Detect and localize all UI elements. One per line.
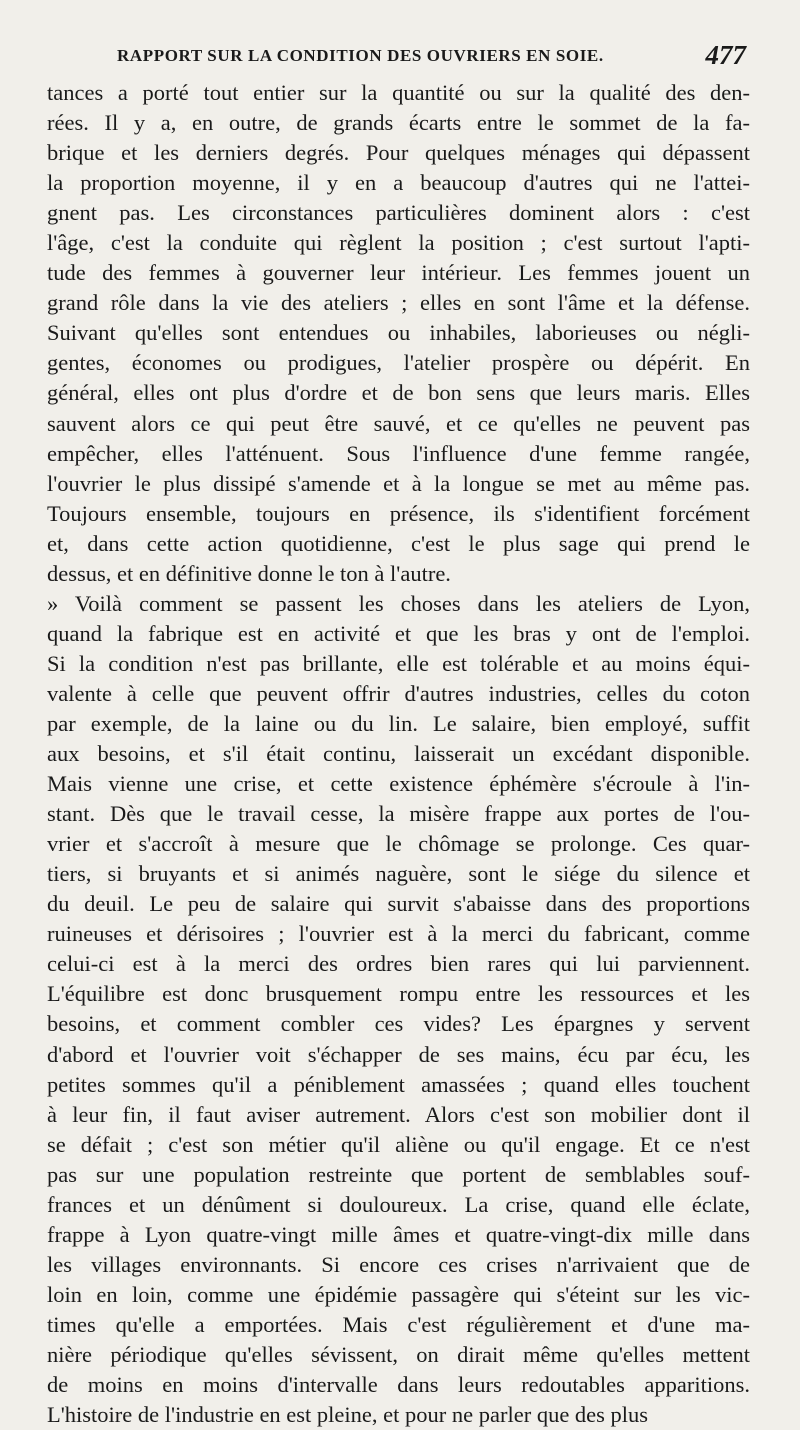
text-line: dessus, et en définitive donne le ton à l'autre. <box>47 560 451 586</box>
text-line: pas sur une population restreinte que portent de semblables souf- <box>47 1161 750 1187</box>
text-line: par exemple, de la laine ou du lin. Le salaire, bien employé, suffit <box>47 710 750 736</box>
paragraph <box>47 78 750 589</box>
text-line: tiers, si bruyants et si animés naguère, sont le siége du silence et <box>47 861 750 887</box>
text-line: gnent pas. Les circonstances particulières dominent alors : c'est <box>47 200 750 226</box>
text-line: brique et les derniers degrés. Pour quelques ménages qui dépassent <box>47 140 750 166</box>
text-line: du deuil. Le peu de salaire qui survit s'abaisse dans des proportions <box>47 891 750 917</box>
text-line: quand la fabrique est en activité et que les bras y ont de l'emploi. <box>47 620 750 646</box>
text-line: Suivant qu'elles sont entendues ou inhabiles, laborieuses ou négli- <box>47 320 750 346</box>
text-line: aux besoins, et s'il était continu, laisserait un excédant disponible. <box>47 741 750 767</box>
text-line: tances a porté tout entier sur la quantité ou sur la qualité des den- <box>47 80 750 105</box>
text-line: général, elles ont plus d'ordre et de bon sens que leurs maris. Elles <box>47 380 750 406</box>
text-line: loin en loin, comme une épidémie passagère qui s'éteint sur les vic- <box>47 1281 750 1307</box>
text-line: grand rôle dans la vie des ateliers ; elles en sont l'âme et la défense. <box>47 290 750 316</box>
body-text <box>47 78 750 1430</box>
text-line: besoins, et comment combler ces vides? Les épargnes y servent <box>47 1011 750 1037</box>
text-line: stant. Dès que le travail cesse, la misère frappe aux portes de l'ou- <box>47 801 750 827</box>
text-line: Si la condition n'est pas brillante, elle est tolérable et au moins équi- <box>47 650 750 676</box>
text-line: frances et un dénûment si douloureux. La crise, quand elle éclate, <box>47 1191 750 1217</box>
text-line: tude des femmes à gouverner leur intérieur. Les femmes jouent un <box>47 260 750 286</box>
text-line: Mais vienne une crise, et cette existence éphémère s'écroule à l'in- <box>47 771 750 797</box>
text-line: les villages environnants. Si encore ces crises n'arrivaient que de <box>47 1251 750 1277</box>
paragraph <box>47 589 750 1430</box>
text-line: empêcher, elles l'atténuent. Sous l'influence d'une femme rangée, <box>47 440 750 466</box>
text-line: rées. Il y a, en outre, de grands écarts entre le sommet de la fa- <box>47 110 750 136</box>
text-line: frappe à Lyon quatre-vingt mille âmes et quatre-vingt-dix mille dans <box>47 1221 750 1247</box>
text-line: la proportion moyenne, il y en a beaucoup d'autres qui ne l'attei- <box>47 170 750 196</box>
text-line: l'âge, c'est la conduite qui règlent la position ; c'est surtout l'apti- <box>47 230 750 256</box>
text-line: à leur fin, il faut aviser autrement. Alors c'est son mobilier dont il <box>47 1101 750 1127</box>
text-line: l'ouvrier le plus dissipé s'amende et à la longue se met au même pas. <box>47 470 750 496</box>
text-line: celui-ci est à la merci des ordres bien rares qui lui parviennent. <box>47 951 750 977</box>
text-line: vrier et s'accroît à mesure que le chômage se prolonge. Ces quar- <box>47 831 750 857</box>
text-line: L'équilibre est donc brusquement rompu entre les ressources et les <box>47 981 750 1007</box>
text-line: d'abord et l'ouvrier voit s'échapper de ses mains, écu par écu, les <box>47 1041 750 1067</box>
text-line: times qu'elle a emportées. Mais c'est régulièrement et d'une ma- <box>47 1311 750 1337</box>
running-header <box>47 34 750 72</box>
running-title: RAPPORT SUR LA CONDITION DES OUVRIERS EN SOIE. <box>117 46 604 65</box>
text-line: ruineuses et dérisoires ; l'ouvrier est à la merci du fabricant, comme <box>47 921 750 947</box>
text-line: » Voilà comment se passent les choses dans les ateliers de Lyon, <box>47 590 750 616</box>
text-line: gentes, économes ou prodigues, l'atelier prospère ou dépérit. En <box>47 350 750 376</box>
text-line: se défait ; c'est son métier qu'il aliène ou qu'il engage. Et ce n'est <box>47 1131 750 1157</box>
text-line: de moins en moins d'intervalle dans leurs redoutables apparitions. <box>47 1372 750 1398</box>
text-line: petites sommes qu'il a péniblement amassées ; quand elles touchent <box>47 1071 750 1097</box>
text-line: sauvent alors ce qui peut être sauvé, et ce qu'elles ne peuvent pas <box>47 410 750 436</box>
text-line: et, dans cette action quotidienne, c'est le plus sage qui prend le <box>47 530 750 556</box>
text-line: valente à celle que peuvent offrir d'autres industries, celles du coton <box>47 680 750 706</box>
text-line: nière périodique qu'elles sévissent, on dirait même qu'elles mettent <box>47 1341 750 1367</box>
page-number: 477 <box>705 40 746 70</box>
text-line: L'histoire de l'industrie en est pleine, et pour ne parler que des plus <box>47 1402 649 1428</box>
text-line: Toujours ensemble, toujours en présence, ils s'identifient forcément <box>47 500 750 526</box>
